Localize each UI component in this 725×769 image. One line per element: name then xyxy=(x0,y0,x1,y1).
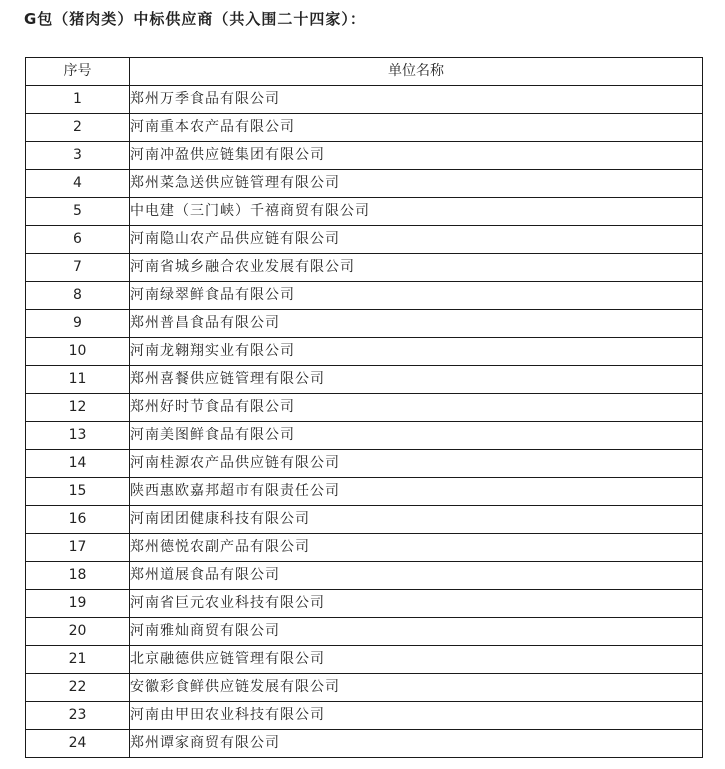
row-index-cell: 13 xyxy=(26,422,130,450)
row-index-cell: 18 xyxy=(26,562,130,590)
row-index-cell: 2 xyxy=(26,114,130,142)
row-index-cell: 12 xyxy=(26,394,130,422)
table-row xyxy=(26,534,703,562)
table-row xyxy=(26,198,703,226)
table-row xyxy=(26,702,703,730)
company-name-cell: 河南美图鲜食品有限公司 xyxy=(130,422,703,450)
company-name-cell: 河南雅灿商贸有限公司 xyxy=(130,618,703,646)
table-row xyxy=(26,730,703,758)
table-row xyxy=(26,590,703,618)
row-index-cell: 10 xyxy=(26,338,130,366)
table-row xyxy=(26,254,703,282)
company-name-cell: 河南由甲田农业科技有限公司 xyxy=(130,702,703,730)
table-row xyxy=(26,562,703,590)
company-name-cell: 北京融德供应链管理有限公司 xyxy=(130,646,703,674)
supplier-table xyxy=(25,57,703,758)
company-name-cell: 河南冲盈供应链集团有限公司 xyxy=(130,142,703,170)
table-row xyxy=(26,506,703,534)
table-row xyxy=(26,310,703,338)
company-name-cell: 河南绿翠鲜食品有限公司 xyxy=(130,282,703,310)
table-row xyxy=(26,366,703,394)
company-name-cell: 郑州喜餐供应链管理有限公司 xyxy=(130,366,703,394)
row-index-cell: 21 xyxy=(26,646,130,674)
row-index-cell: 15 xyxy=(26,478,130,506)
row-index-cell: 8 xyxy=(26,282,130,310)
row-index-cell: 5 xyxy=(26,198,130,226)
row-index-cell: 19 xyxy=(26,590,130,618)
company-name-cell: 河南团团健康科技有限公司 xyxy=(130,506,703,534)
table-row xyxy=(26,226,703,254)
company-name-cell: 河南省城乡融合农业发展有限公司 xyxy=(130,254,703,282)
table-header-row xyxy=(26,58,703,86)
company-name-cell: 安徽彩食鲜供应链发展有限公司 xyxy=(130,674,703,702)
row-index-cell: 7 xyxy=(26,254,130,282)
table-row xyxy=(26,450,703,478)
company-name-cell: 郑州菜急送供应链管理有限公司 xyxy=(130,170,703,198)
table-row xyxy=(26,478,703,506)
table-row xyxy=(26,646,703,674)
row-index-cell: 1 xyxy=(26,86,130,114)
table-row xyxy=(26,142,703,170)
table-row xyxy=(26,422,703,450)
row-index-cell: 17 xyxy=(26,534,130,562)
table-row xyxy=(26,86,703,114)
company-name-cell: 河南重本农产品有限公司 xyxy=(130,114,703,142)
row-index-cell: 16 xyxy=(26,506,130,534)
row-index-cell: 23 xyxy=(26,702,130,730)
company-name-cell: 郑州好时节食品有限公司 xyxy=(130,394,703,422)
row-index-cell: 24 xyxy=(26,730,130,758)
company-name-cell: 河南桂源农产品供应链有限公司 xyxy=(130,450,703,478)
row-index-cell: 20 xyxy=(26,618,130,646)
row-index-cell: 14 xyxy=(26,450,130,478)
table-row xyxy=(26,674,703,702)
table-row xyxy=(26,618,703,646)
company-name-cell: 中电建（三门峡）千禧商贸有限公司 xyxy=(130,198,703,226)
company-name-cell: 郑州普昌食品有限公司 xyxy=(130,310,703,338)
table-row xyxy=(26,114,703,142)
table-row xyxy=(26,338,703,366)
company-name-cell: 郑州万季食品有限公司 xyxy=(130,86,703,114)
company-name-cell: 河南龙翱翔实业有限公司 xyxy=(130,338,703,366)
document-title: G包（猪肉类）中标供应商（共入围二十四家）： xyxy=(24,10,366,28)
table-row xyxy=(26,170,703,198)
company-name-cell: 河南隐山农产品供应链有限公司 xyxy=(130,226,703,254)
row-index-cell: 4 xyxy=(26,170,130,198)
table-row xyxy=(26,394,703,422)
row-index-cell: 6 xyxy=(26,226,130,254)
table-row xyxy=(26,282,703,310)
row-index-cell: 11 xyxy=(26,366,130,394)
row-index-cell: 3 xyxy=(26,142,130,170)
company-name-cell: 郑州道展食品有限公司 xyxy=(130,562,703,590)
company-name-cell: 河南省巨元农业科技有限公司 xyxy=(130,590,703,618)
table-body xyxy=(26,86,703,758)
header-name: 单位名称 xyxy=(130,58,703,86)
row-index-cell: 22 xyxy=(26,674,130,702)
row-index-cell: 9 xyxy=(26,310,130,338)
company-name-cell: 郑州谭家商贸有限公司 xyxy=(130,730,703,758)
company-name-cell: 郑州德悦农副产品有限公司 xyxy=(130,534,703,562)
header-index: 序号 xyxy=(26,58,130,86)
company-name-cell: 陕西惠欧嘉邦超市有限责任公司 xyxy=(130,478,703,506)
